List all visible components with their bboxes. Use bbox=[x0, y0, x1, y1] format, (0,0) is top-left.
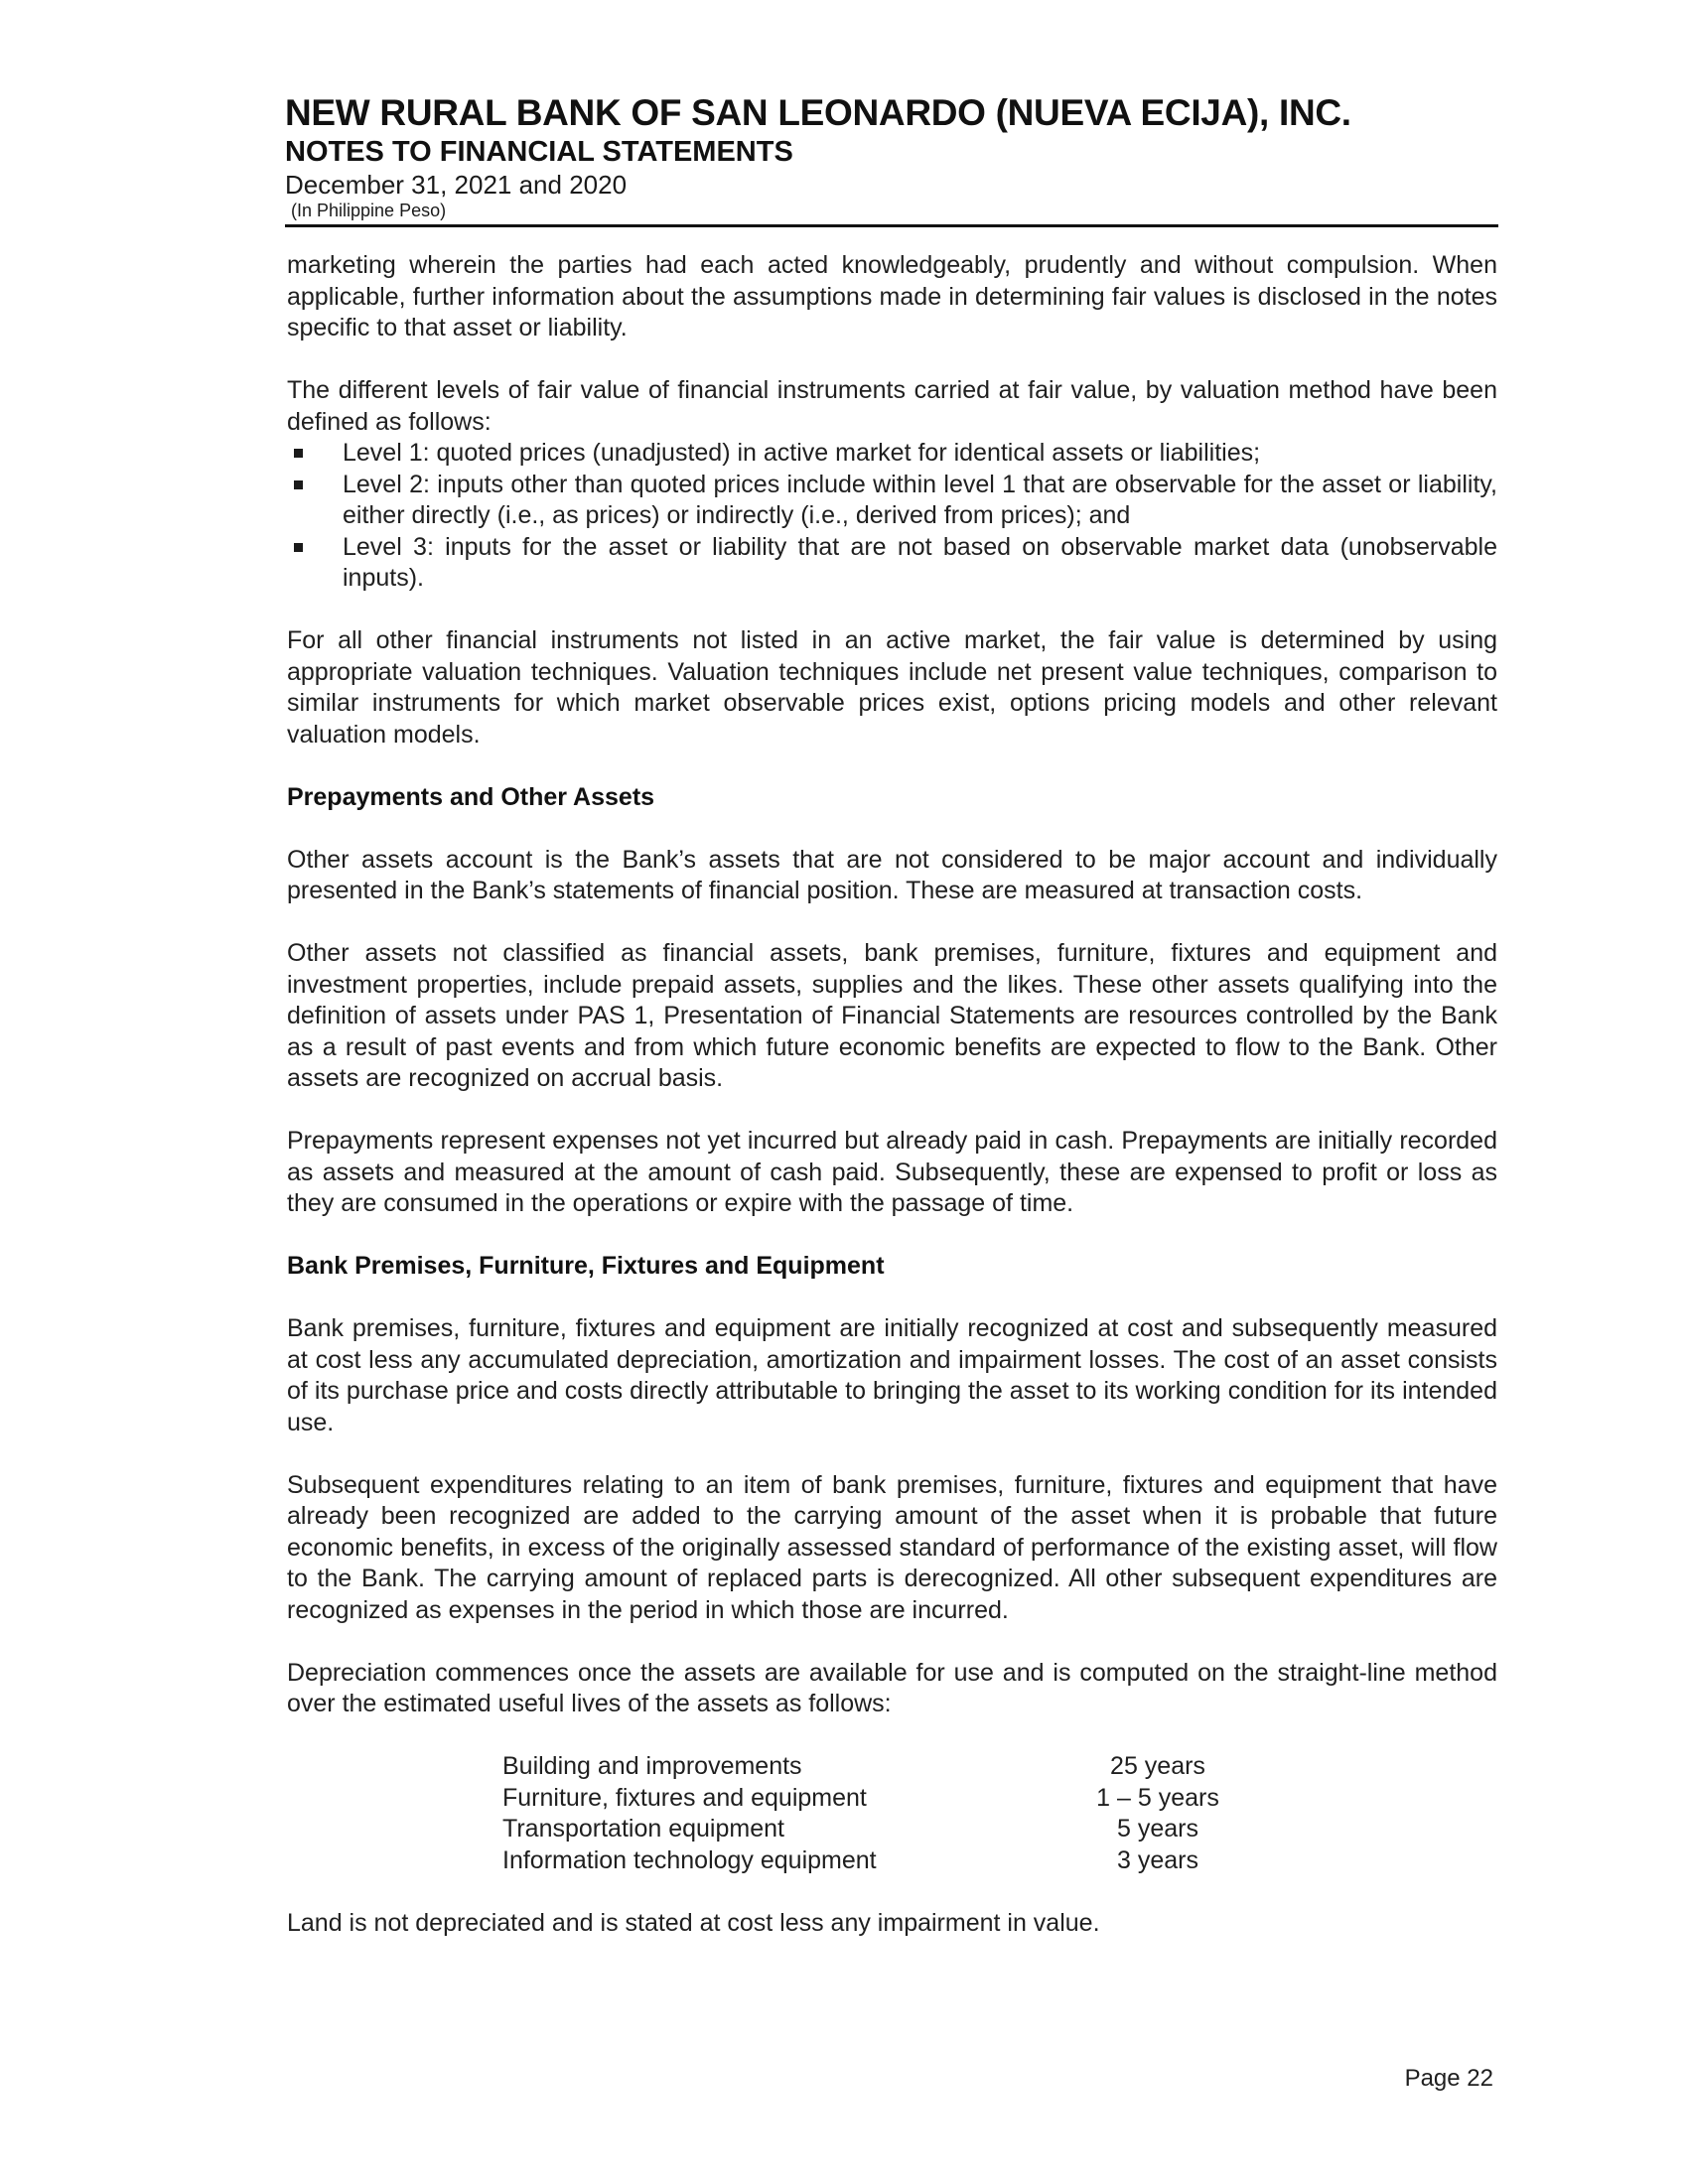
useful-lives-table bbox=[287, 1751, 1497, 1876]
list-item bbox=[287, 470, 1497, 532]
level-3-text: Level 3: inputs for the asset or liability that are not based on observable market data (unobservable inputs). bbox=[343, 532, 1497, 592]
table-row bbox=[502, 1845, 1497, 1877]
table-row bbox=[502, 1751, 1497, 1783]
heading-prepayments-other-assets: Prepayments and Other Assets bbox=[287, 782, 655, 811]
paragraph-fair-value-levels-intro: The different levels of fair value of financial instruments carried at fair value, by valuation method have been defined as follows: bbox=[287, 376, 1497, 436]
level-2-text: Level 2: inputs other than quoted prices include within level 1 that are observable for the asset or liability, either directly (i.e., as prices) or indirectly (i.e., derived from prices); and bbox=[343, 470, 1497, 529]
statement-period: December 31, 2021 and 2020 bbox=[285, 170, 628, 200]
useful-life: 3 years bbox=[1117, 1845, 1198, 1874]
asset-class: Building and improvements bbox=[502, 1752, 802, 1780]
list-item bbox=[287, 532, 1497, 595]
asset-class: Furniture, fixtures and equipment bbox=[502, 1783, 867, 1812]
document-body bbox=[287, 250, 1497, 1971]
paragraph-land: Land is not depreciated and is stated at cost less any impairment in value. bbox=[287, 1908, 1100, 1937]
notes-title: NOTES TO FINANCIAL STATEMENTS bbox=[285, 136, 793, 168]
square-bullet-icon bbox=[294, 449, 303, 458]
fair-value-levels-list bbox=[287, 438, 1497, 595]
paragraph-depreciation: Depreciation commences once the assets are available for use and is computed on the straight-line method over the estimated useful lives of the assets as follows: bbox=[287, 1658, 1497, 1717]
heading-bank-premises: Bank Premises, Furniture, Fixtures and Equipment bbox=[287, 1252, 885, 1280]
paragraph-fair-value-continued: marketing wherein the parties had each acted knowledgeably, prudently and without compulsion. When applicable, further information about the assumptions made in determining fair values is disclosed in the notes specific to that asset or liability. bbox=[287, 251, 1497, 341]
company-name: NEW RURAL BANK OF SAN LEONARDO (NUEVA ECIJA), INC. bbox=[285, 92, 1351, 133]
paragraph-premises-recognition: Bank premises, furniture, fixtures and equipment are initially recognized at cost and subsequently measured at cost less any accumulated depreciation, amortization and impairment losses. The cost of an asset consists of its purchase price and costs directly attributable to bringing the asset to its working condition for its intended use. bbox=[287, 1314, 1497, 1436]
paragraph-other-assets-account: Other assets account is the Bank’s assets that are not considered to be major account and individually presented in the Bank’s statements of financial position. These are measured at transaction costs. bbox=[287, 845, 1497, 904]
level-1-text: Level 1: quoted prices (unadjusted) in active market for identical assets or liabilities; bbox=[343, 439, 1261, 467]
paragraph-subsequent-expenditures: Subsequent expenditures relating to an item of bank premises, furniture, fixtures and equipment that have already been recognized are added to the carrying amount of the asset when it is probable that future economic benefits, in excess of the originally assessed standard of performance of the existing asset, will flow to the Bank. The carrying amount of replaced parts is derecognized. All other subsequent expenditures are recognized as expenses in the period in which those are incurred. bbox=[287, 1470, 1497, 1624]
page-number: Page 22 bbox=[1404, 2065, 1493, 2092]
useful-life: 25 years bbox=[1110, 1752, 1205, 1780]
asset-class: Information technology equipment bbox=[502, 1845, 877, 1874]
document-header bbox=[285, 91, 1498, 220]
paragraph-prepayments: Prepayments represent expenses not yet incurred but already paid in cash. Prepayments are initially recorded as assets and measured at the amount of cash paid. Subsequently, these are expensed to profit or loss as they are consumed in the operations or expire with the passage of time. bbox=[287, 1127, 1497, 1217]
header-rule bbox=[285, 224, 1498, 227]
useful-life: 5 years bbox=[1117, 1815, 1198, 1843]
list-item bbox=[287, 438, 1497, 470]
square-bullet-icon bbox=[294, 480, 303, 489]
paragraph-valuation-techniques: For all other financial instruments not listed in an active market, the fair value is determined by using appropriate valuation techniques. Valuation techniques include net present value techniques, comparison to similar instruments for which market observable prices exist, options pricing models and other relevant valuation models. bbox=[287, 626, 1497, 749]
currency-note: (In Philippine Peso) bbox=[291, 201, 447, 220]
square-bullet-icon bbox=[294, 543, 303, 552]
table-row bbox=[502, 1783, 1497, 1815]
table-row bbox=[502, 1814, 1497, 1845]
asset-class: Transportation equipment bbox=[502, 1815, 784, 1843]
useful-life: 1 – 5 years bbox=[1096, 1783, 1219, 1812]
paragraph-other-assets-definition: Other assets not classified as financial assets, bank premises, furniture, fixtures and equipment and investment properties, include prepaid assets, supplies and the likes. These other assets qualifying into the definition of assets under PAS 1, Presentation of Financial Statements are resources controlled by the Bank as a result of past events and from which future economic benefits are expected to flow to the Bank. Other assets are recognized on accrual basis. bbox=[287, 939, 1497, 1092]
